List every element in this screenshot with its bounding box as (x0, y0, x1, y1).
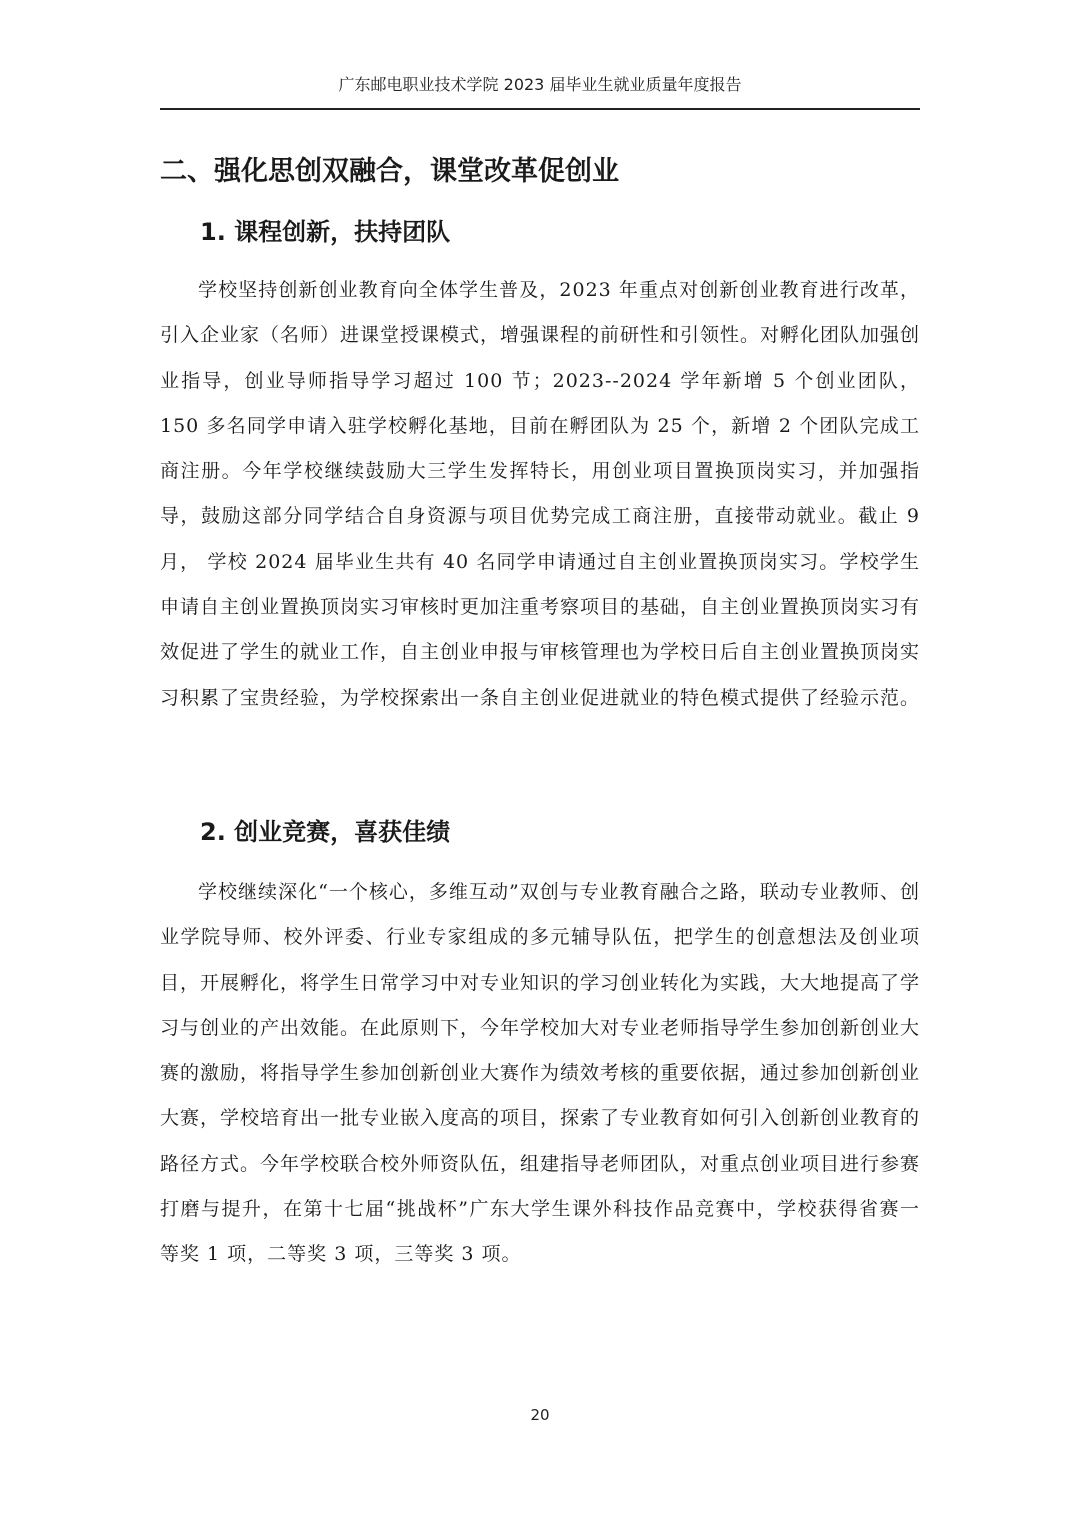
paragraph-entrepreneurship-competition: 学校继续深化“一个核心，多维互动”双创与专业教育融合之路，联动专业教师、创业学院导师、校外评委、行业专家组成的多元辅导队伍，把学生的创意想法及创业项目，开展孵化，将学生日常学习中对专业知识的学习创业转化为实践，大大地提高了学习与创业的产出效能。在此原则下，今年学校加大对专业老师指导学生参加创新创业大赛的激励，将指导学生参加创新创业大赛作为绩效考核的重要依据，通过参加创新创业大赛，学校培育出一批专业嵌入度高的项目，探索了专业教育如何引入创新创业教育的路径方式。今年学校联合校外师资队伍，组建指导老师团队，对重点创业项目进行参赛打磨与提升，在第十七届“挑战杯”广东大学生课外科技作品竞赛中，学校获得省赛一等奖 1 项，二等奖 3 项，三等奖 3 项。 (160, 881, 921, 1266)
paragraph-course-innovation: 学校坚持创新创业教育向全体学生普及，2023 年重点对创新创业教育进行改革，引入企业家（名师）进课堂授课模式，增强课程的前研性和引领性。对孵化团队加强创业指导，创业导师指导学习超过 100 节；2023--2024 学年新增 5 个创业团队，150 多名同学申请入驻学校孵化基地，目前在孵团队为 25 个，新增 2 个团队完成工商注册。今年学校继续鼓励大三学生发挥特长，用创业项目置换顶岗实习，并加强指导，鼓励这部分同学结合自身资源与项目优势完成工商注册，直接带动就业。截止 9 月， 学校 2024 届毕业生共有 40 名同学申请通过自主创业置换顶岗实习。学校学生申请自主创业置换顶岗实习审核时更加注重考察项目的基础，自主创业置换顶岗实习有效促进了学生的就业工作，自主创业申报与审核管理也为学校日后自主创业置换顶岗实习积累了宝贵经验，为学校探索出一条自主创业促进就业的特色模式提供了经验示范。 (160, 279, 921, 709)
running-header: 广东邮电职业技术学院 2023 届毕业生就业质量年度报告 (338, 75, 742, 94)
section-heading: 二、强化思创双融合，课堂改革促创业 (160, 156, 619, 187)
subsection-heading-course-innovation: 1. 课程创新，扶持团队 (200, 218, 451, 246)
subsection-heading-entrepreneurship-competition: 2. 创业竞赛，喜获佳绩 (200, 818, 451, 846)
header-divider (160, 108, 920, 110)
page-number: 20 (530, 1406, 550, 1424)
